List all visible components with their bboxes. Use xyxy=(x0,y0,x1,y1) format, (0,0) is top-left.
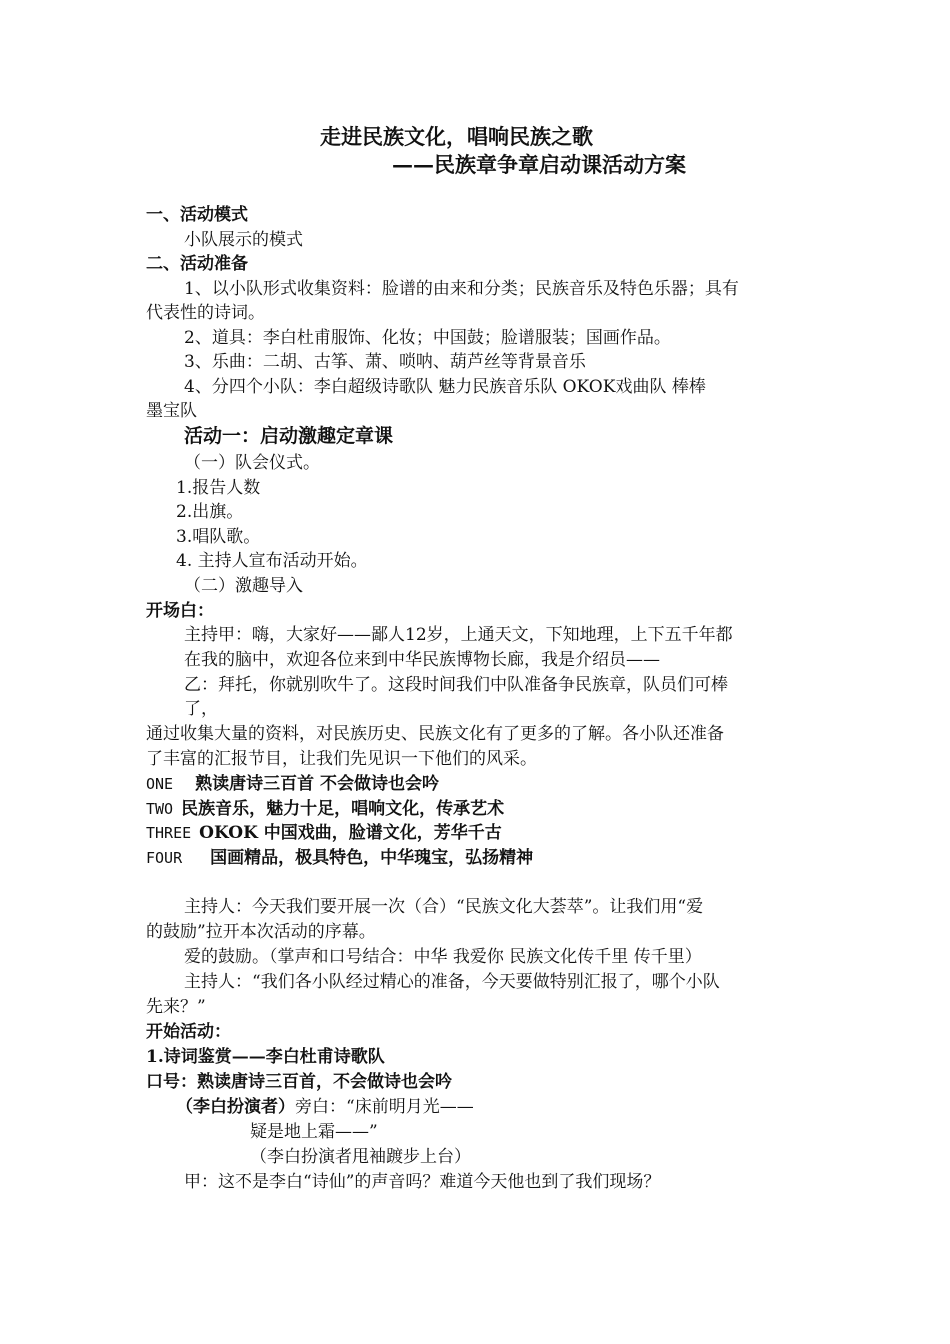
actor-role: （李白扮演者） xyxy=(176,1097,295,1117)
team-number: FOUR xyxy=(146,849,183,867)
doc-subtitle: ——民族章争章启动课活动方案 xyxy=(392,152,686,177)
team-slogan: 国画精品，极具特色，中华瑰宝，弘扬精神 xyxy=(210,848,534,868)
team-slogan: OKOK 中国戏曲，脸谱文化，芳华千古 xyxy=(199,823,502,843)
opening-cont-1: 通过收集大量的资料，对民族历史、民族文化有了更多的了解。各小队还准备 xyxy=(146,724,724,744)
team-number: TWO xyxy=(146,800,174,818)
host-para-3-cont: 先来？” xyxy=(146,997,206,1017)
opening-label: 开场白： xyxy=(146,601,214,621)
ceremony-heading: （一）队会仪式。 xyxy=(184,453,320,473)
narration: 旁白：“床前明月光—— xyxy=(295,1097,474,1117)
ceremony-step-1: 1.报告人数 xyxy=(176,478,261,498)
team-number: THREE xyxy=(146,824,192,842)
section-heading-mode: 一、活动模式 xyxy=(146,205,248,225)
team-row xyxy=(146,772,439,796)
team-row xyxy=(146,821,502,845)
intro-heading: （二）激趣导入 xyxy=(184,576,303,596)
verse-line-2: 疑是地上霜——” xyxy=(250,1122,378,1142)
host-b-line-2: 了， xyxy=(184,699,218,719)
prep-item-2: 2、道具：李白杜甫服饰、化妆；中国鼓；脸谱服装；国画作品。 xyxy=(184,328,671,348)
stage-direction: （李白扮演者甩袖踱步上台） xyxy=(250,1147,471,1167)
program-item-1: 1.诗词鉴赏——李白杜甫诗歌队 xyxy=(146,1047,385,1067)
opening-cont-2: 了丰富的汇报节目，让我们先见识一下他们的风采。 xyxy=(146,749,537,769)
actor-line xyxy=(176,1095,474,1119)
prep-item-3: 3、乐曲：二胡、古筝、萧、唢呐、葫芦丝等背景音乐 xyxy=(184,352,586,372)
start-label: 开始活动： xyxy=(146,1022,231,1042)
ceremony-step-4: 4. 主持人宣布活动开始。 xyxy=(176,551,368,571)
team-slogan: 民族音乐，魅力十足，唱响文化，传承艺术 xyxy=(181,799,505,819)
program-slogan: 口号：熟读唐诗三百首，不会做诗也会吟 xyxy=(146,1072,452,1092)
host-a-line-1: 主持甲：嗨，大家好——鄙人12岁，上通天文，下知地理，上下五千年都 xyxy=(184,625,733,645)
doc-title: 走进民族文化，唱响民族之歌 xyxy=(320,124,593,149)
team-number: ONE xyxy=(146,775,174,793)
ceremony-step-2: 2.出旗。 xyxy=(176,502,244,522)
team-row xyxy=(146,797,504,821)
host-para-1: 主持人：今天我们要开展一次（合）“民族文化大荟萃”。让我们用“爱 xyxy=(184,897,704,917)
activity1-heading: 活动一：启动激趣定章课 xyxy=(184,425,394,447)
ceremony-step-3: 3.唱队歌。 xyxy=(176,527,261,547)
dialogue-jia: 甲：这不是李白“诗仙”的声音吗？难道今天他也到了我们现场？ xyxy=(184,1172,661,1192)
section-heading-prep: 二、活动准备 xyxy=(146,254,248,274)
host-para-1-cont: 的鼓励”拉开本次活动的序幕。 xyxy=(146,922,376,942)
prep-item-1-cont: 代表性的诗词。 xyxy=(146,303,265,323)
host-a-line-2: 在我的脑中，欢迎各位来到中华民族博物长廊，我是介绍员—— xyxy=(184,650,660,670)
prep-item-1: 1、以小队形式收集资料：脸谱的由来和分类；民族音乐及特色乐器；具有 xyxy=(184,279,739,299)
host-para-3: 主持人：“我们各小队经过精心的准备，今天要做特别汇报了，哪个小队 xyxy=(184,972,720,992)
prep-item-4-cont: 墨宝队 xyxy=(146,401,197,421)
encouragement-line: 爱的鼓励。（掌声和口号结合：中华 我爱你 民族文化传千里 传千里） xyxy=(184,947,702,967)
team-row xyxy=(146,846,533,870)
mode-text: 小队展示的模式 xyxy=(184,230,303,250)
prep-item-4: 4、分四个小队：李白超级诗歌队 魅力民族音乐队 OKOK戏曲队 棒棒 xyxy=(184,377,706,397)
host-b-line-1: 乙：拜托，你就别吹牛了。这段时间我们中队准备争民族章，队员们可棒 xyxy=(184,675,728,695)
team-slogan: 熟读唐诗三百首 不会做诗也会吟 xyxy=(195,774,440,794)
